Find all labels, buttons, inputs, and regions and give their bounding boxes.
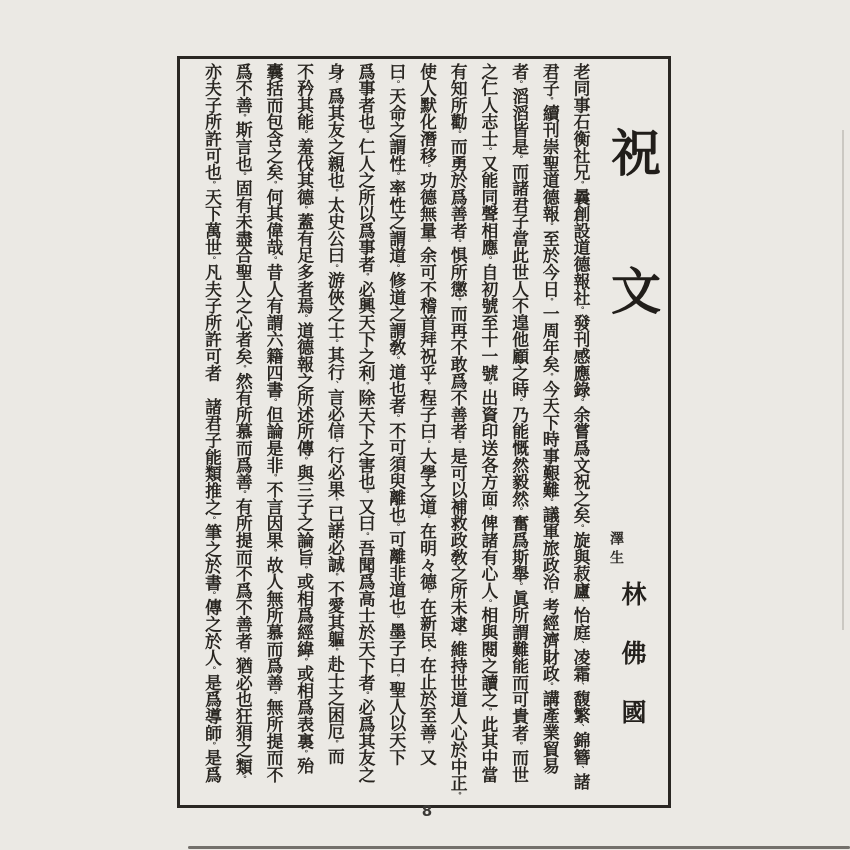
punctuation: 。 [453, 130, 463, 139]
punctuation: 。 [361, 531, 371, 540]
punctuation: 。 [238, 774, 248, 783]
punctuation: 。 [207, 180, 217, 189]
punctuation: 。 [391, 673, 401, 682]
text-column: 老同事石衡社兄。曩創設道德報社。發刊感應錄。余嘗爲文祝之矣。旋與菽廬、怡庭、凌霜、馥繁、錦簪、諸 [571, 63, 590, 791]
punctuation: 。 [330, 647, 340, 656]
punctuation: 。 [268, 548, 278, 557]
punctuation: 。 [514, 582, 524, 591]
punctuation: 。 [483, 707, 493, 716]
punctuation: 。 [268, 398, 278, 407]
punctuation: 。 [330, 188, 340, 197]
punctuation: 。 [268, 473, 278, 482]
punctuation: 。 [545, 222, 555, 231]
punctuation: 。 [207, 515, 217, 524]
punctuation: 。 [299, 657, 309, 666]
scan-edge-artifact-bottom [188, 846, 850, 849]
text-column: 囊括而包含之矣。何其偉哉。昔人有謂六籍四書。但論是非。不言因果。故人無所慕而爲善。無所提而不 [263, 63, 283, 783]
punctuation: 。 [391, 614, 401, 623]
punctuation: 。 [545, 498, 555, 507]
punctuation: 。 [207, 590, 217, 599]
punctuation: 。 [514, 506, 524, 515]
punctuation: 。 [453, 632, 463, 641]
punctuation: 。 [361, 130, 371, 139]
punctuation: 。 [207, 666, 217, 675]
text-column: 使人默化潛移。功德無量。余可不稽首拜祝乎。程子曰。大學之道。在明々德。在新民。在止於至善。又 [417, 63, 437, 766]
punctuation: 。 [238, 364, 248, 373]
punctuation: 。 [545, 96, 555, 105]
page-frame [177, 56, 671, 808]
text-column: 爲事者也。仁人之所以爲事者。必興天下之利。除天下之害也。又曰。吾聞爲高士於天下者。必爲其友之 [356, 63, 376, 783]
text-column: 有知所勸。而勇於爲善者。惧所懲。而再不敢爲不善者。是可以補救政敎之所未逮。維持世道人心於中正。 [448, 63, 468, 800]
punctuation: 。 [514, 741, 524, 750]
text-column: 之仁人志士。又能同聲相應。自初號至十一號。出資印送各方面。俾諸有心人。相與閱之讀之。此其中當 [478, 63, 498, 783]
punctuation: 。 [299, 456, 309, 465]
punctuation: 。 [422, 740, 432, 749]
punctuation: 。 [453, 238, 463, 247]
punctuation: 。 [299, 749, 309, 758]
page-title: 祝文 [604, 127, 660, 403]
vertical-text-area [190, 63, 667, 803]
punctuation: 。 [483, 381, 493, 390]
text-column: 曰。天命之謂性。率性之謂道。修道之謂敎。道也者。不可須臾離也。可離非道也。墨子曰。聖人以天下 [386, 63, 406, 766]
punctuation: 。 [545, 590, 555, 599]
punctuation: 。 [330, 497, 340, 506]
punctuation: 。 [361, 690, 371, 699]
punctuation: 。 [299, 314, 309, 323]
punctuation: 。 [330, 338, 340, 347]
title-column [595, 63, 667, 803]
punctuation: 。 [514, 398, 524, 407]
punctuation: 。 [483, 598, 493, 607]
punctuation: 、 [576, 723, 585, 732]
punctuation: 。 [391, 414, 401, 423]
punctuation: 。 [299, 130, 309, 139]
text-column: 爲不善。斯言也。固有未盡合聖人之心者矣。然有所慕而爲善。有所提而不爲不善者。猶必也狂狷之類。 [233, 63, 253, 783]
punctuation: 。 [391, 522, 401, 531]
punctuation: 。 [268, 255, 278, 264]
punctuation: 。 [576, 306, 585, 315]
text-column: 君子。續刊崇聖道德報。至於今日。一周年矣。今天下時事艱難。議軍旅政治。考經濟財政。講產業貿易 [540, 63, 560, 775]
punctuation: 。 [576, 398, 585, 407]
text-column: 亦夫子所許可也。天下萬世。凡夫子所許可者 諸君子能類推之。筆之於書。傳之於人。是爲導師。是爲 [202, 63, 222, 783]
punctuation: 。 [422, 163, 432, 172]
punctuation: 。 [207, 741, 217, 750]
punctuation: 。 [330, 739, 340, 748]
punctuation: 。 [422, 590, 432, 599]
punctuation: 。 [299, 205, 309, 214]
punctuation: 。 [422, 381, 432, 390]
punctuation: 。 [483, 146, 493, 155]
punctuation: 。 [330, 438, 340, 447]
punctuation: 。 [545, 682, 555, 691]
punctuation: 。 [483, 506, 493, 515]
punctuation: 、 [576, 640, 585, 649]
punctuation: 。 [453, 439, 463, 448]
punctuation: 、 [576, 765, 585, 774]
punctuation: 、 [576, 598, 585, 607]
punctuation: 。 [391, 79, 401, 88]
punctuation: 。 [268, 180, 278, 189]
punctuation: 、 [330, 380, 340, 389]
punctuation: 。 [238, 649, 248, 658]
scan-edge-artifact-right [842, 130, 844, 630]
punctuation: 。 [576, 180, 585, 189]
punctuation: 。 [422, 238, 432, 247]
author-name: 林佛國 [618, 581, 645, 758]
page-number: 8 [421, 802, 433, 820]
punctuation: 。 [361, 490, 371, 499]
author-courtesy-name: 澤生 [608, 531, 623, 569]
punctuation: 。 [514, 154, 524, 163]
punctuation: 。 [453, 297, 463, 306]
punctuation: 。 [576, 523, 585, 532]
punctuation: 。 [545, 372, 555, 381]
punctuation: 。 [391, 171, 401, 180]
punctuation: 。 [545, 297, 555, 306]
punctuation: 。 [391, 355, 401, 364]
punctuation: 。 [207, 255, 217, 264]
punctuation: 。 [238, 490, 248, 499]
punctuation: 。 [268, 690, 278, 699]
punctuation: 。 [238, 113, 248, 122]
punctuation: 。 [514, 79, 524, 88]
punctuation: 。 [238, 171, 248, 180]
punctuation: 。 [422, 514, 432, 523]
punctuation: 。 [330, 263, 340, 272]
text-column: 身。爲其友之親也。太史公曰。游俠之士。其行、言必信。行必果。已諾必誠。不愛其軀。赴士之困厄。而 [325, 63, 345, 765]
punctuation: 。 [361, 272, 371, 281]
punctuation: 。 [422, 439, 432, 448]
punctuation: 。 [361, 381, 371, 390]
text-column: 者。滔滔皆是。而諸君子當此世人不遑他顧之時。乃能慨然毅然。奮爲斯舉。眞所謂難能而可貴者。而世 [509, 63, 529, 783]
text-column: 不矜其能。羞伐其德。蓋有足多者焉。道德報之所述所傳。與三子之論旨。或相爲經緯。或相爲表裏。殆 [294, 63, 314, 775]
punctuation: 。 [422, 648, 432, 657]
punctuation: 。 [299, 565, 309, 574]
punctuation: 、 [576, 682, 585, 691]
punctuation: 。 [453, 791, 463, 800]
punctuation: 。 [483, 255, 493, 264]
punctuation: 。 [391, 263, 401, 272]
punctuation: 。 [330, 572, 340, 581]
punctuation: 。 [330, 79, 340, 88]
